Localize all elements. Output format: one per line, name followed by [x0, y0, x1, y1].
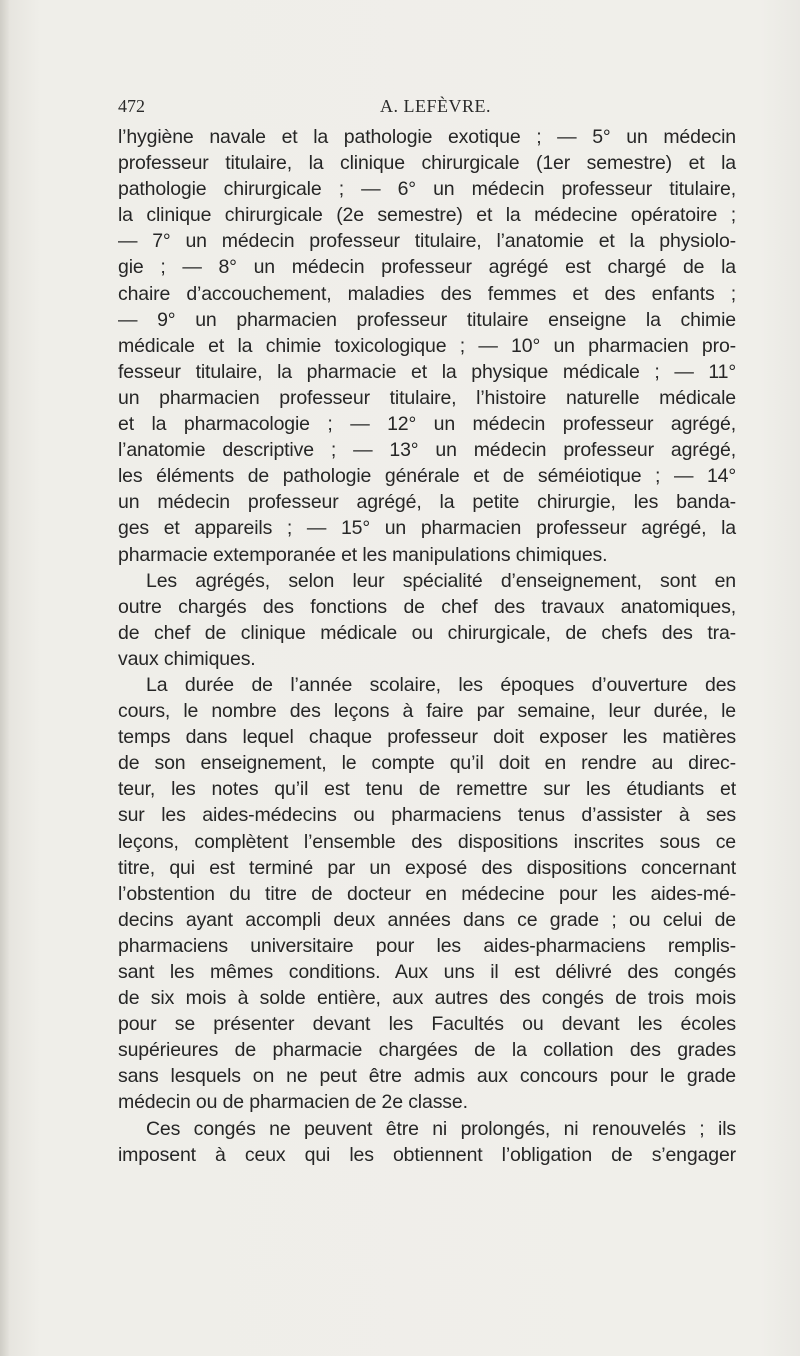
text-line: chaire d’accouchement, maladies des femmes et des enfants ;	[118, 282, 736, 305]
text-line: imposent à ceux qui les obtiennent l’obligation de s’engager	[118, 1143, 736, 1166]
text-line: un pharmacien professeur titulaire, l’histoire naturelle médicale	[118, 386, 736, 409]
text-line: pathologie chirurgicale ; — 6° un médecin professeur titulaire,	[118, 178, 736, 201]
text-line: teur, les notes qu’il est tenu de remettre sur les étudiants et	[118, 778, 736, 801]
text-line: — 9° un pharmacien professeur titulaire enseigne la chimie	[118, 308, 736, 331]
text-line: temps dans lequel chaque professeur doit exposer les matières	[118, 726, 736, 749]
text-line: l’hygiène navale et la pathologie exotique ; — 5° un médecin	[118, 126, 736, 148]
text-line: leçons, complètent l’ensemble des dispositions inscrites sous ce	[118, 830, 736, 853]
running-head	[118, 96, 738, 120]
text-line: l’obstention du titre de docteur en médecine pour les aides-mé-	[118, 882, 736, 905]
body-text	[118, 124, 736, 1168]
text-line: outre chargés des fonctions de chef des travaux anatomiques,	[118, 595, 736, 618]
text-line: de chef de clinique médicale ou chirurgicale, de chefs des tra-	[118, 621, 736, 644]
text-line: l’anatomie descriptive ; — 13° un médecin professeur agrégé,	[118, 439, 736, 462]
text-line: titre, qui est terminé par un exposé des dispositions concernant	[118, 856, 736, 879]
paragraph-first-line: Les agrégés, selon leur spécialité d’enseignement, sont en	[146, 569, 736, 592]
text-line: les éléments de pathologie générale et de séméiotique ; — 14°	[118, 465, 736, 488]
paragraph-first-line: La durée de l’année scolaire, les époques d’ouverture des	[146, 673, 736, 696]
text-line: médecin ou de pharmacien de 2e classe.	[118, 1091, 468, 1114]
text-line: — 7° un médecin professeur titulaire, l’anatomie et la physiolo-	[118, 230, 736, 253]
text-line: pharmaciens universitaire pour les aides-pharmaciens remplis-	[118, 934, 736, 957]
text-line: cours, le nombre des leçons à faire par semaine, leur durée, le	[118, 700, 736, 723]
text-line: la clinique chirurgicale (2e semestre) et la médecine opératoire ;	[118, 204, 736, 227]
text-line: de son enseignement, le compte qu’il doit en rendre au direc-	[118, 752, 736, 775]
text-line: sur les aides-médecins ou pharmaciens tenus d’assister à ses	[118, 804, 736, 827]
text-line: de six mois à solde entière, aux autres des congés de trois mois	[118, 987, 736, 1010]
text-line: professeur titulaire, la clinique chirurgicale (1er semestre) et la	[118, 152, 736, 175]
page-number: 472	[118, 96, 145, 116]
text-line: un médecin professeur agrégé, la petite chirurgie, les banda-	[118, 491, 736, 514]
paragraph-first-line: Ces congés ne peuvent être ni prolongés, ni renouvelés ; ils	[146, 1117, 736, 1140]
text-line: gie ; — 8° un médecin professeur agrégé est chargé de la	[118, 256, 736, 279]
text-line: supérieures de pharmacie chargées de la collation des grades	[118, 1039, 736, 1062]
text-line: decins ayant accompli deux années dans ce grade ; ou celui de	[118, 908, 736, 931]
text-line: sant les mêmes conditions. Aux uns il est délivré des congés	[118, 961, 736, 983]
text-line: ges et appareils ; — 15° un pharmacien professeur agrégé, la	[118, 517, 736, 540]
text-line: pour se présenter devant les Facultés ou devant les écoles	[118, 1013, 736, 1036]
text-line: médicale et la chimie toxicologique ; — 10° un pharmacien pro-	[118, 334, 736, 357]
text-line: et la pharmacologie ; — 12° un médecin professeur agrégé,	[118, 413, 736, 436]
text-line: sans lesquels on ne peut être admis aux concours pour le grade	[118, 1065, 736, 1088]
running-title: A. LEFÈVRE.	[380, 96, 491, 116]
text-line: vaux chimiques.	[118, 647, 256, 670]
spine-shadow	[0, 0, 10, 1356]
text-line: fesseur titulaire, la pharmacie et la physique médicale ; — 11°	[118, 360, 736, 383]
text-line: pharmacie extemporanée et les manipulations chimiques.	[118, 543, 608, 566]
